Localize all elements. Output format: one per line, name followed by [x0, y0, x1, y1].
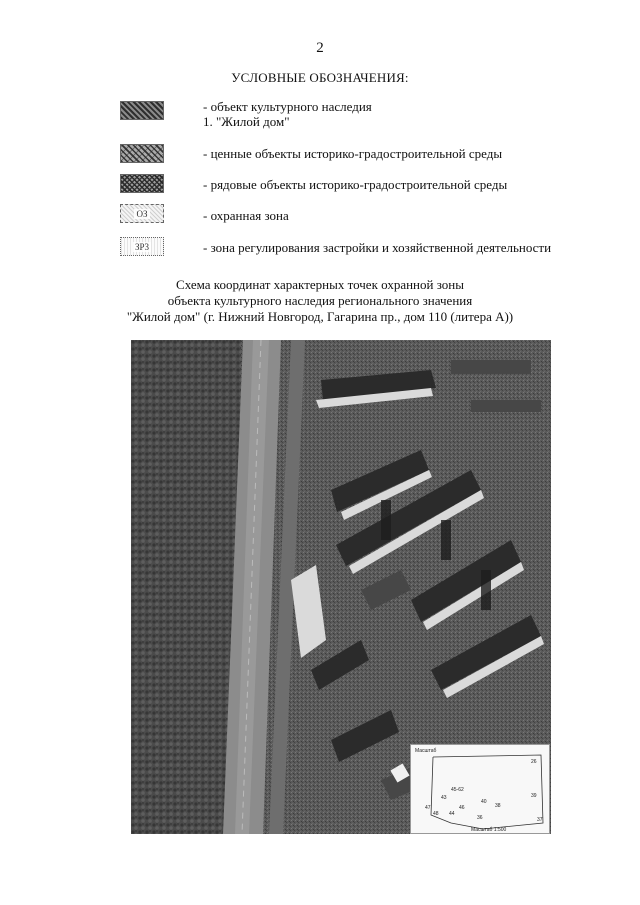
point-label: 36: [477, 815, 483, 821]
protection-zone-swatch: [120, 204, 164, 223]
coordinates-inset: [410, 744, 550, 834]
inset-title: Масштаб: [415, 748, 437, 754]
legend-item-label: - зона регулирования застройки и хозяйственной деятельности: [203, 240, 552, 255]
legend-item-label: - рядовые объекты историко-градостроительной среды: [203, 177, 508, 192]
heritage-swatch: [120, 101, 164, 120]
zone-code: ОЗ: [136, 208, 148, 219]
point-label: 47: [425, 805, 431, 811]
point-label: 45-62: [451, 787, 464, 793]
page-number: 2: [316, 40, 324, 56]
scheme-title-line: объекта культурного наследия регионального значения: [167, 293, 473, 308]
legend-item-label: - охранная зона: [203, 208, 289, 223]
scheme-title-line: "Жилой дом" (г. Нижний Новгород, Гагарина пр., дом 110 (литера А)): [126, 309, 514, 324]
legend-item-label: - ценные объекты историко-градостроительной среды: [203, 146, 503, 161]
ordinary-objects-swatch: [120, 174, 164, 193]
point-label: 38: [495, 803, 501, 809]
point-label: 37: [537, 817, 543, 823]
legend-item-sublabel: 1. "Жилой дом": [203, 114, 290, 129]
point-label: 26: [531, 759, 537, 765]
regulation-zone-swatch: [120, 237, 164, 256]
point-label: 43: [441, 795, 447, 801]
scheme-title-line: Схема координат характерных точек охранной зоны: [176, 277, 464, 292]
point-label: 39: [531, 793, 537, 799]
point-label: 46: [459, 805, 465, 811]
legend-item-label: - объект культурного наследия: [203, 99, 372, 114]
aerial-photo-map: [131, 340, 551, 834]
scheme-title: [0, 277, 640, 325]
zone-code: ЗР3: [134, 241, 149, 252]
valuable-objects-swatch: [120, 144, 164, 163]
inset-scale: Масштаб 1:500: [471, 827, 507, 833]
point-label: 48: [433, 811, 439, 817]
point-label: 40: [481, 799, 487, 805]
point-label: 44: [449, 811, 455, 817]
legend-title: УСЛОВНЫЕ ОБОЗНАЧЕНИЯ:: [231, 70, 409, 85]
